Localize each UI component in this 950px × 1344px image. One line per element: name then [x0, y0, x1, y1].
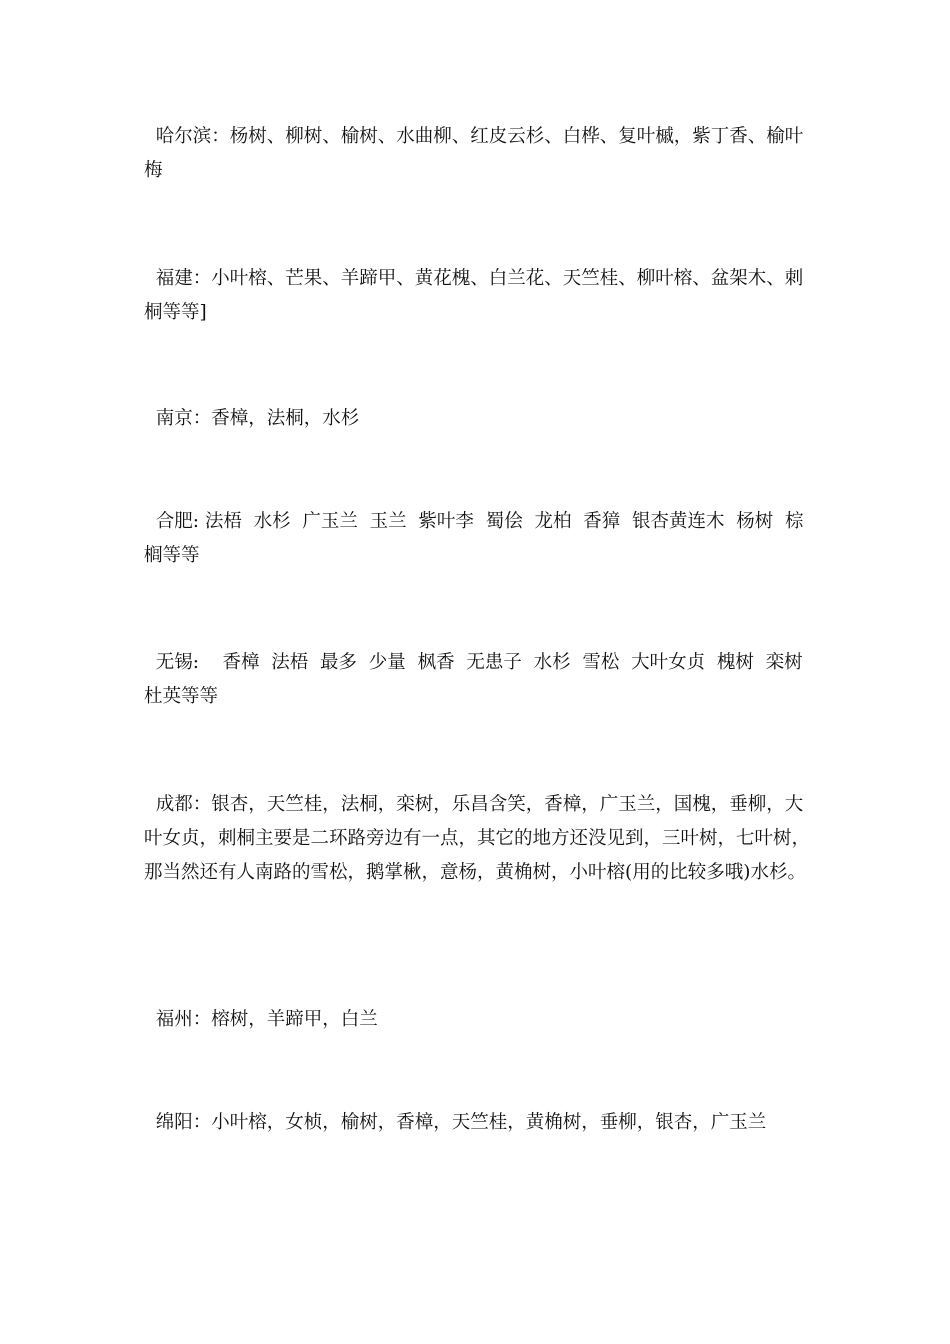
- paragraph-hefei: 合肥: 法梧 水杉 广玉兰 玉兰 紫叶李 蜀侩 龙柏 香獐 银杏黄连木 杨树 棕榈等等: [144, 511, 804, 566]
- paragraph-mianyang: 绵阳：小叶榕，女桢，榆树，香樟，天竺桂，黄桷树，垂柳，银杏，广玉兰: [144, 1112, 767, 1133]
- paragraph-fujian: 福建：小叶榕、芒果、羊蹄甲、黄花槐、白兰花、天竺桂、柳叶榕、盆架木、刺桐等等]: [144, 268, 804, 323]
- paragraph-harbin: 哈尔滨：杨树、柳树、榆树、水曲柳、红皮云杉、白桦、复叶槭，紫丁香、榆叶梅: [144, 126, 804, 181]
- paragraph-wuxi: 无锡: 香樟 法梧 最多 少量 枫香 无患子 水杉 雪松 大叶女贞 槐树 栾树 杜英等等: [144, 652, 815, 707]
- paragraph-chengdu: 成都：银杏，天竺桂，法桐，栾树，乐昌含笑，香樟，广玉兰，国槐，垂柳，大叶女贞，刺桐主要是二环路旁边有一点，其它的地方还没见到，三叶树，七叶树，那当然还有人南路的雪松，鹅掌楸，意杨，黄桷树，小叶榕(用的比较多哦)水杉。: [144, 794, 811, 883]
- paragraph-nanjing: 南京：香樟，法桐，水杉: [144, 408, 360, 429]
- paragraph-fuzhou: 福州：榕树，羊蹄甲，白兰: [144, 1009, 378, 1030]
